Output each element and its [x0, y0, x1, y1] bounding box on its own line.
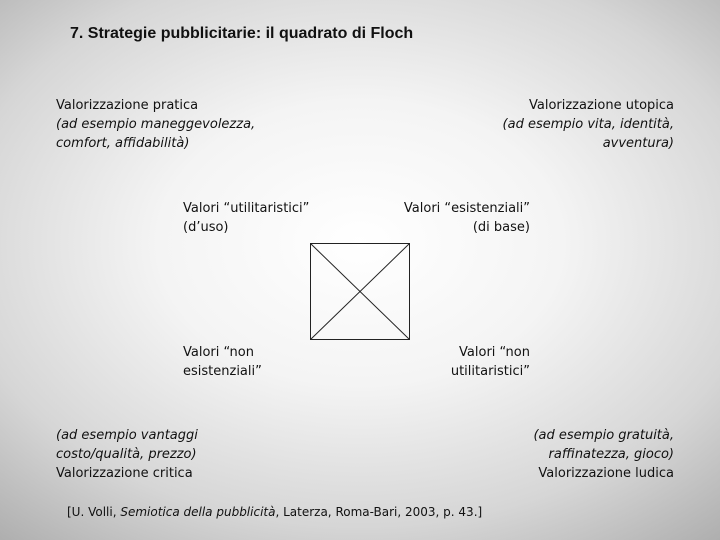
- quadrant-example: raffinatezza, gioco): [548, 447, 674, 462]
- quadrant-example: (ad esempio maneggevolezza,: [56, 117, 256, 132]
- quadrant-example: comfort, affidabilità): [56, 136, 190, 151]
- quadrant-critical: [56, 426, 198, 483]
- inner-label-line: Valori “esistenziali”: [403, 201, 530, 216]
- inner-label-line: esistenziali”: [183, 364, 262, 379]
- quadrant-heading: Valorizzazione pratica: [56, 98, 199, 113]
- slide-title: 7. Strategie pubblicitarie: il quadrato di Floch: [70, 25, 414, 42]
- quadrant-practical: [56, 96, 255, 153]
- inner-label-line: utilitaristici”: [450, 364, 530, 379]
- inner-label-line: (d’uso): [183, 220, 229, 235]
- citation: [67, 505, 482, 519]
- citation-work-title: Semiotica della pubblicità: [120, 505, 276, 519]
- inner-label-non-existential: [183, 343, 262, 381]
- quadrant-heading: Valorizzazione critica: [56, 466, 193, 481]
- quadrant-example: costo/qualità, prezzo): [56, 447, 197, 462]
- quadrant-playful: [533, 426, 674, 483]
- quadrant-example: avventura): [602, 136, 674, 151]
- inner-label-utilitarian: [183, 199, 309, 237]
- inner-label-line: Valori “non: [183, 345, 254, 360]
- quadrant-example: (ad esempio gratuità,: [533, 428, 674, 443]
- quadrant-example: (ad esempio vita, identità,: [502, 117, 674, 132]
- quadrant-example: (ad esempio vantaggi: [56, 428, 198, 443]
- inner-label-non-utilitarian: [451, 343, 530, 381]
- inner-label-line: (di base): [472, 220, 530, 235]
- inner-label-existential: [404, 199, 530, 237]
- quadrant-heading: Valorizzazione ludica: [538, 466, 674, 481]
- inner-label-line: Valori “non: [459, 345, 530, 360]
- citation-prefix: [U. Volli,: [67, 505, 121, 519]
- citation-suffix: , Laterza, Roma-Bari, 2003, p. 43.]: [275, 505, 483, 519]
- quadrant-utopian: [503, 96, 674, 153]
- semiotic-square-diagram: [310, 243, 410, 340]
- inner-label-line: Valori “utilitaristici”: [183, 201, 310, 216]
- quadrant-heading: Valorizzazione utopica: [528, 98, 674, 113]
